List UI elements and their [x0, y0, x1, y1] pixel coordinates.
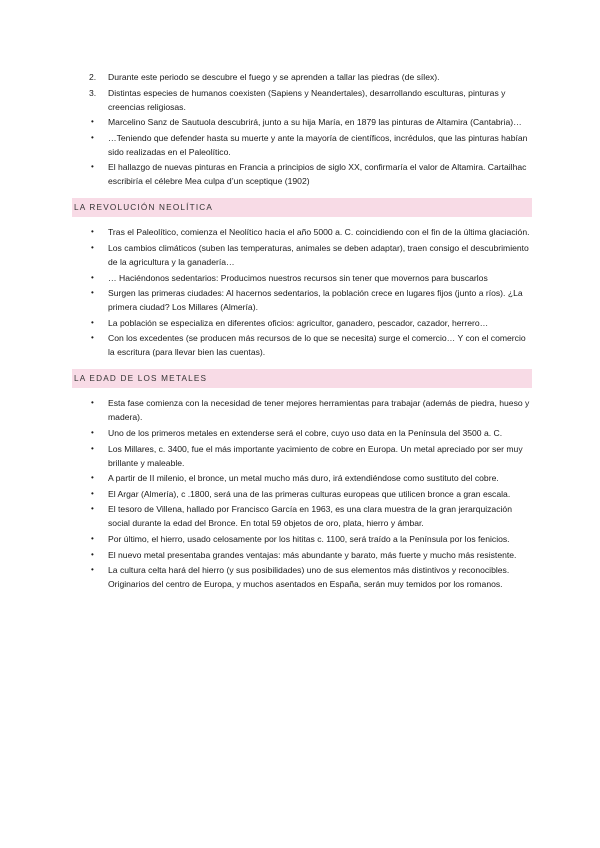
bullet-marker: • [91, 162, 94, 172]
section-bullet-list [72, 396, 532, 591]
list-item-text: A partir de II milenio, el bronce, un metal mucho más duro, irá extendiéndose como sustituto del cobre. [108, 473, 499, 484]
list-item-text: Uno de los primeros metales en extenderse será el cobre, cuyo uso data en la Península del 3500 a. C. [108, 427, 503, 438]
document-content [72, 70, 532, 593]
bullet-marker: • [91, 132, 94, 142]
list-item [72, 396, 532, 424]
bullet-icon: • [91, 473, 94, 483]
bullet-icon: • [91, 533, 94, 543]
bullet-icon: • [91, 242, 94, 252]
bullet-icon: • [91, 549, 94, 559]
section-bullet-list [72, 225, 532, 359]
list-item [72, 563, 532, 591]
list-item [72, 487, 532, 501]
bullet-icon: • [91, 317, 94, 327]
bullet-icon: • [91, 333, 94, 343]
intro-list-item [72, 70, 532, 84]
list-item-text: El tesoro de Villena, hallado por Francisco García en 1963, es una clara muestra de la gran jerarquización social durante la edad del Bronce. En total 59 objetos de oro, plata, hierro y ámbar. [108, 504, 512, 529]
bullet-icon: • [91, 288, 94, 298]
sections-container [72, 198, 532, 591]
list-item-text: Por último, el hierro, usado celosamente por los hititas c. 1100, será traído a la Península por los fenicios. [108, 533, 510, 544]
intro-list-item [72, 131, 532, 159]
list-item-text: Marcelino Sanz de Sautuola descubrirá, junto a su hija María, en 1879 las pinturas de Altamira (Cantabria)… [108, 117, 522, 128]
list-item-text: … Haciéndonos sedentarios: Producimos nuestros recursos sin tener que movernos para buscarlos [108, 272, 488, 283]
list-item-text: El Argar (Almería), c .1800, será una de las primeras culturas europeas que utilicen bronce a gran escala. [108, 488, 511, 499]
list-item [72, 532, 532, 546]
bullet-icon: • [91, 504, 94, 514]
list-item-text: El hallazgo de nuevas pinturas en Francia a principios de siglo XX, confirmaría el valor de Altamira. Cartailhac escribiría el célebre Mea culpa d’un sceptique (1902) [108, 162, 527, 187]
bullet-icon: • [91, 427, 94, 437]
list-item-text: El nuevo metal presentaba grandes ventajas: más abundante y barato, más fuerte y mucho más resistente. [108, 549, 517, 560]
list-item [72, 548, 532, 562]
intro-list-item [72, 86, 532, 114]
bullet-icon: • [91, 398, 94, 408]
bullet-icon: • [91, 227, 94, 237]
section-heading: LA REVOLUCIÓN NEOLÍTICA [72, 198, 532, 217]
list-item [72, 225, 532, 239]
bullet-marker: • [91, 117, 94, 127]
number-marker: 2. [89, 72, 97, 82]
list-item-text: La cultura celta hará del hierro (y sus posibilidades) uno de sus elementos más distintivos y reconocibles. Originarios del centro de Europa, y muchos asentados en España, serán muy temidos por los romanos. [108, 565, 510, 590]
list-item-text: Surgen las primeras ciudades: Al hacernos sedentarios, la población crece en lugares fijos (junto a ríos). ¿La primera ciudad? Los Millares (Almería). [108, 288, 523, 313]
list-item-text: Los cambios climáticos (suben las temperaturas, animales se deben adaptar), traen consigo el descubrimiento de la agricultura y la ganadería… [108, 242, 529, 267]
list-item-text: Con los excedentes (se producen más recursos de lo que se necesita) surge el comercio… Y con el comercio la escritura (para llevar bien las cuentas). [108, 333, 526, 358]
list-item [72, 331, 532, 359]
bullet-icon: • [91, 443, 94, 453]
intro-list-item [72, 115, 532, 129]
list-item [72, 286, 532, 314]
bullet-icon: • [91, 565, 94, 575]
list-item [72, 442, 532, 470]
intro-list-item [72, 160, 532, 188]
section-heading: LA EDAD DE LOS METALES [72, 369, 532, 388]
number-marker: 3. [89, 87, 97, 98]
list-item-text: Esta fase comienza con la necesidad de tener mejores herramientas para trabajar (además de piedra, hueso y madera). [108, 398, 530, 423]
list-item [72, 502, 532, 530]
list-item [72, 316, 532, 330]
bullet-icon: • [91, 488, 94, 498]
intro-list [72, 70, 532, 188]
list-item [72, 426, 532, 440]
list-item-text: La población se especializa en diferentes oficios: agricultor, ganadero, pescador, cazador, herrero… [108, 317, 489, 328]
list-item [72, 471, 532, 485]
list-item [72, 271, 532, 285]
list-item-text: Tras el Paleolítico, comienza el Neolítico hacia el año 5000 a. C. coincidiendo con el fin de la última glaciación. [108, 227, 530, 238]
list-item-text: Durante este periodo se descubre el fuego y se aprenden a tallar las piedras (de sílex). [108, 72, 440, 82]
list-item-text: …Teniendo que defender hasta su muerte y ante la mayoría de científicos, incrédulos, que las pinturas habían sido realizadas en el Paleolítico. [108, 132, 528, 157]
list-item-text: Distintas especies de humanos coexisten (Sapiens y Neandertales), desarrollando esculturas, pinturas y creencias religiosas. [108, 87, 506, 112]
bullet-icon: • [91, 272, 94, 282]
list-item [72, 241, 532, 269]
list-item-text: Los Millares, c. 3400, fue el más importante yacimiento de cobre en Europa. Un metal apreciado por ser muy brillante y maleable. [108, 443, 523, 468]
